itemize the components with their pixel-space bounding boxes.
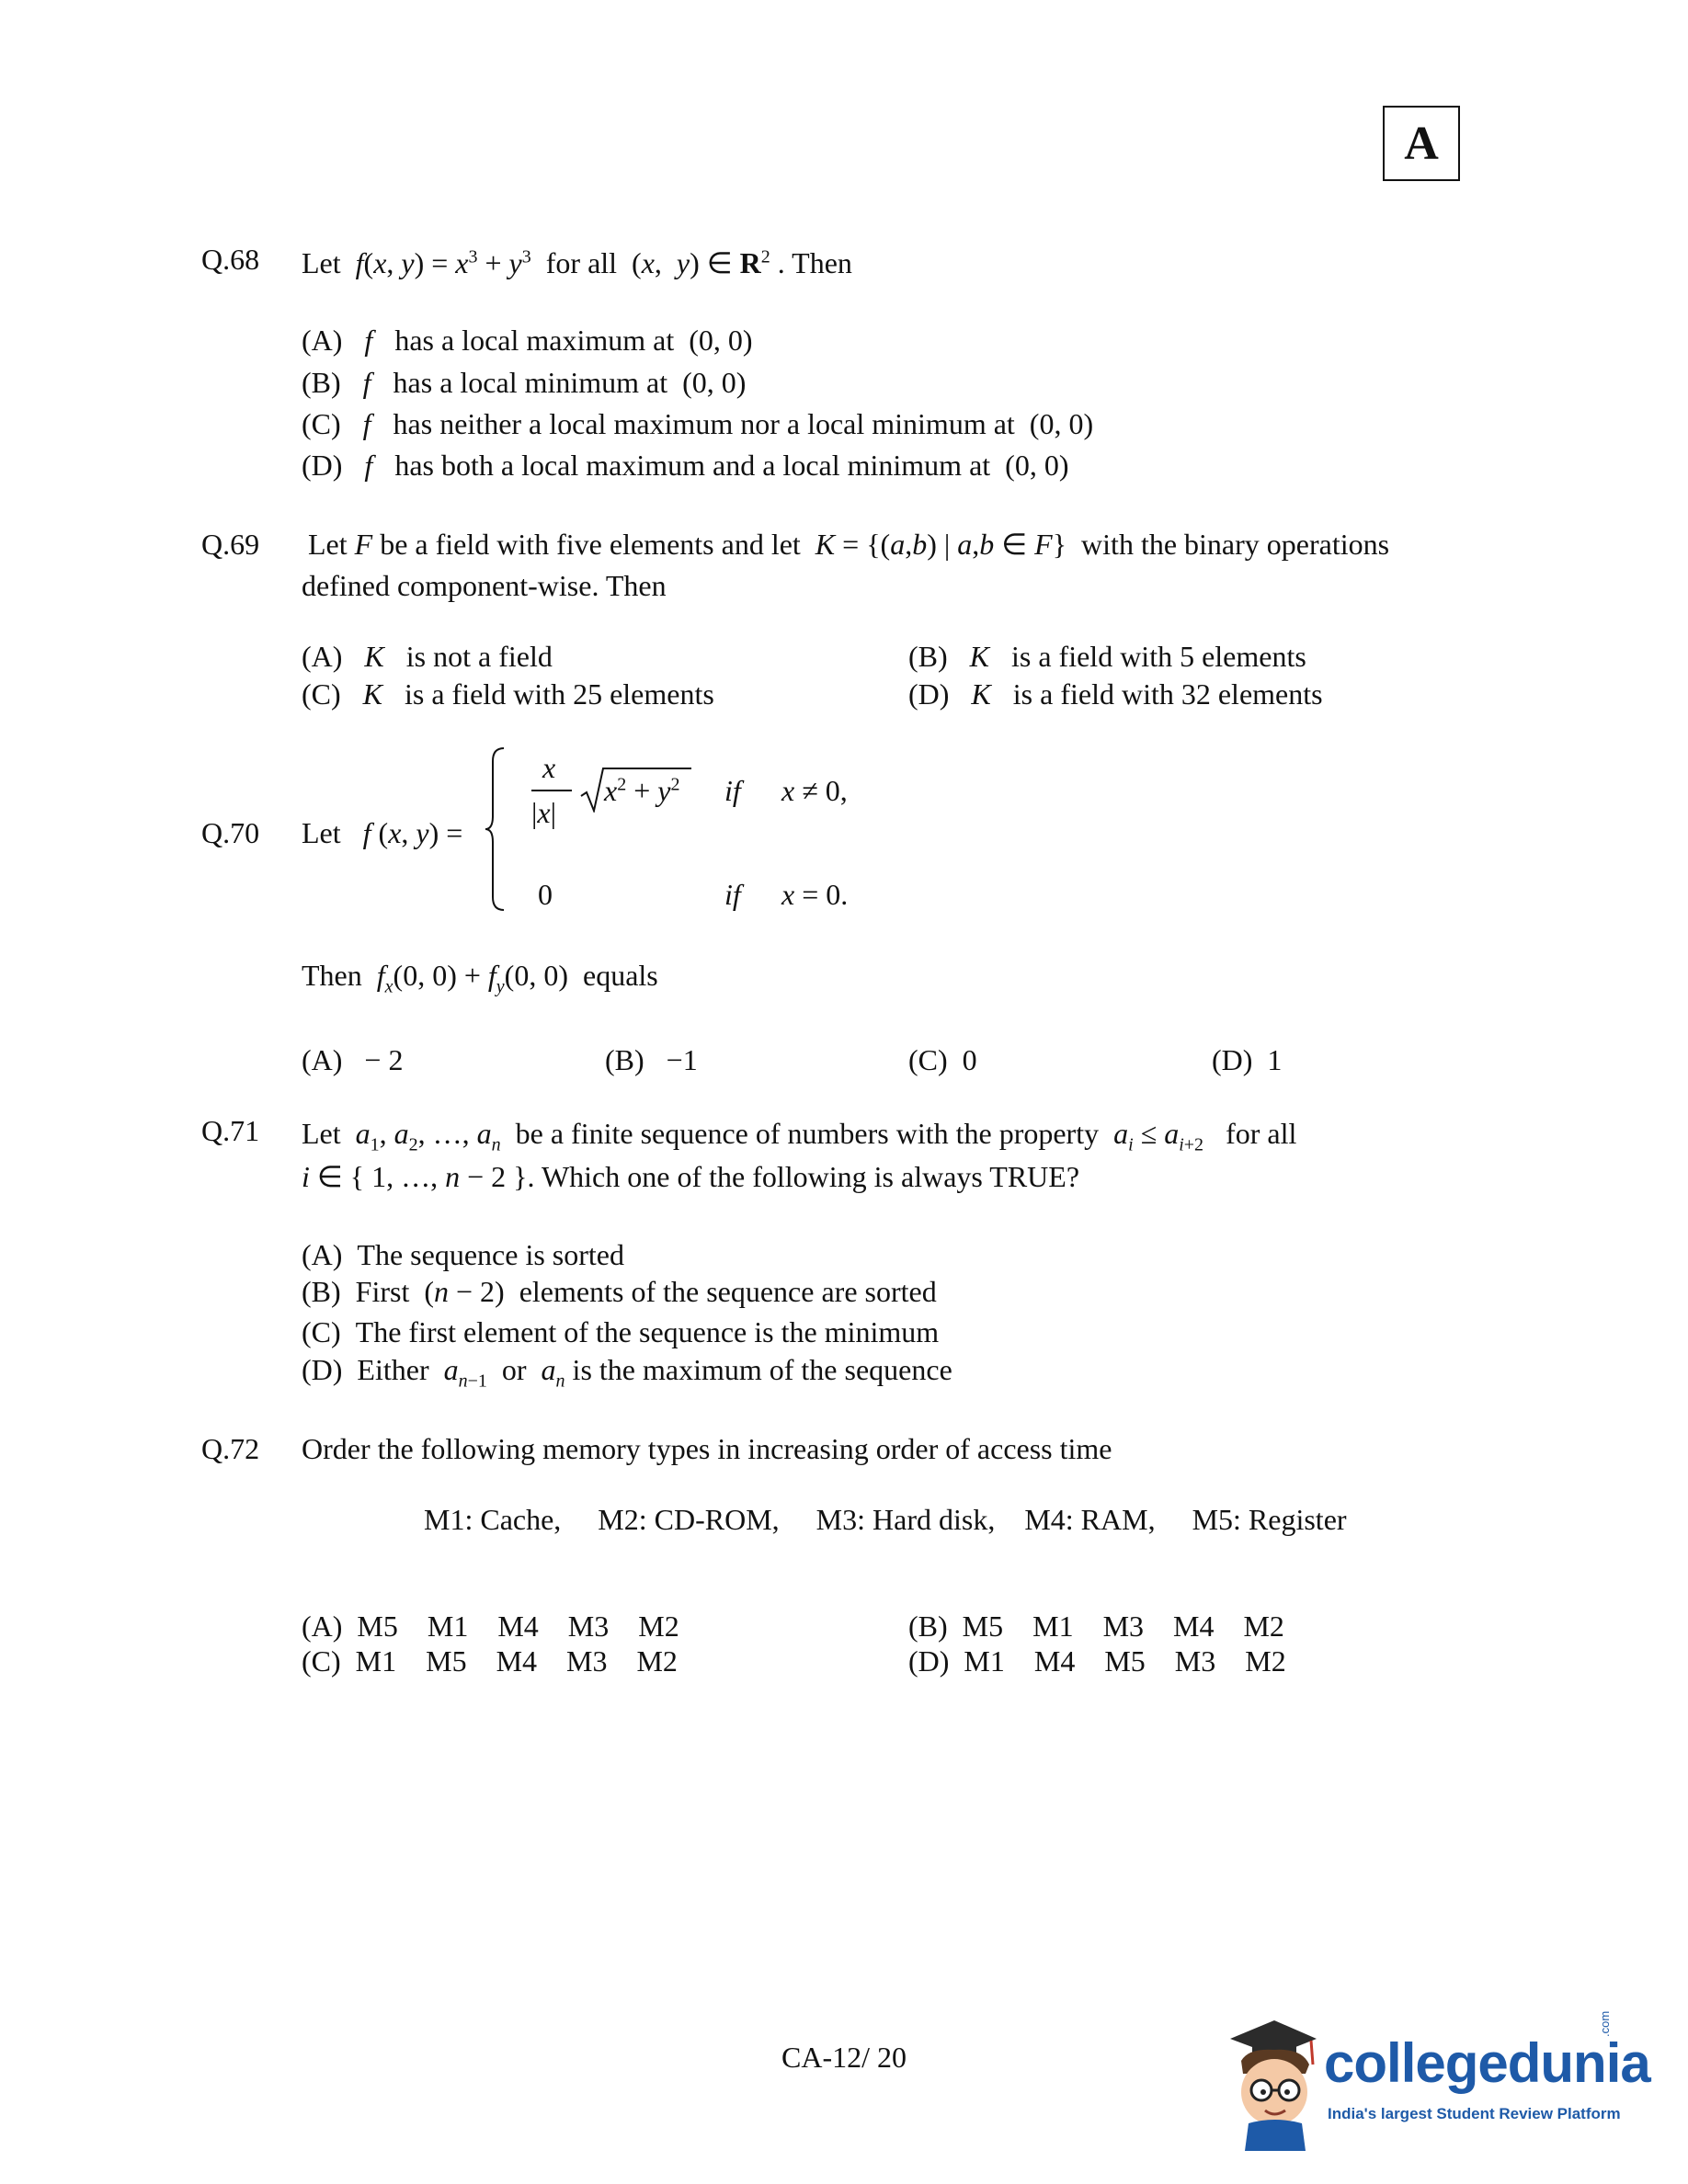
question-stem: Let f(x, $y) = x^3 + y^3$ for all (x, y) ∈ $R^2$ . Then bbox=[302, 246, 852, 279]
case-condition-if: if bbox=[724, 774, 741, 807]
option-d: (D) M1 M4 M5 M3 M2 bbox=[908, 1644, 1286, 1678]
option-a: (A) − 2 bbox=[302, 1043, 404, 1076]
option-a: (A) K is not a field bbox=[302, 640, 553, 673]
question-number: Q.68 bbox=[201, 243, 260, 276]
option-a: (A) M5 M1 M4 M3 M2 bbox=[302, 1610, 679, 1643]
sqrt-radicand: $x^2 + y^2$ bbox=[604, 774, 680, 807]
question-stem: Order the following memory types in increasing order of access time bbox=[302, 1432, 1112, 1465]
question-stem-line2: defined component-wise. Then bbox=[302, 569, 667, 602]
option-b: (B) K is a field with 5 elements bbox=[908, 640, 1306, 673]
case-value-zero: 0 bbox=[538, 878, 553, 911]
brand-name: collegedunia bbox=[1324, 2032, 1650, 2094]
question-stem-line1: Let $a_1$, $a_2$, …, $a_n$ be a finite sequence of numbers with the property $a_i \le a_{i+2}$ for all bbox=[302, 1117, 1297, 1155]
question-stem-line1: Let F be a field with five elements and let K = {(a,b) | a,b ∈ F} with the binary operations bbox=[308, 528, 1390, 561]
case-condition-if: if bbox=[724, 878, 741, 911]
page-number: CA-12/ 20 bbox=[781, 2041, 907, 2074]
option-a: (A) f has a local maximum at (0, 0) bbox=[302, 324, 753, 357]
option-d: (D) Either $a_{n-1}$ or $a_n$ is the maximum of the sequence bbox=[302, 1353, 952, 1392]
option-b: (B) −1 bbox=[605, 1043, 698, 1076]
set-label-box bbox=[1383, 106, 1460, 181]
option-d: (D) K is a field with 32 elements bbox=[908, 677, 1323, 711]
mascot-logo-icon bbox=[1221, 2013, 1322, 2151]
question-stem: Then $f_x(0$, $0) + f_y(0$, 0) equals bbox=[302, 959, 658, 997]
option-b: (B) M5 M1 M3 M4 M2 bbox=[908, 1610, 1284, 1643]
set-label: A bbox=[1404, 117, 1439, 170]
option-c: (C) K is a field with 25 elements bbox=[302, 677, 714, 711]
question-stem-line2: i ∈ { 1, …, n − 2 }. Which one of the following is always TRUE? bbox=[302, 1160, 1080, 1193]
case-condition: x ≠ 0, bbox=[781, 774, 848, 807]
function-definition-lhs: Let f (x, y) = bbox=[302, 816, 463, 849]
option-b: (B) f has a local minimum at (0, 0) bbox=[302, 366, 747, 399]
memory-list: M1: Cache, M2: CD-ROM, M3: Hard disk, M4: RAM, M5: Register bbox=[424, 1503, 1347, 1536]
option-a: (A) The sequence is sorted bbox=[302, 1238, 624, 1271]
fraction-bar bbox=[531, 790, 572, 791]
question-number: Q.69 bbox=[201, 528, 260, 561]
question-number: Q.72 bbox=[201, 1432, 260, 1465]
case-condition: x = 0. bbox=[781, 878, 849, 911]
option-c: (C) f has neither a local maximum nor a local minimum at (0, 0) bbox=[302, 407, 1094, 440]
option-c: (C) M1 M5 M4 M3 M2 bbox=[302, 1644, 678, 1678]
question-number: Q.70 bbox=[201, 816, 260, 849]
option-c: (C) The first element of the sequence is the minimum bbox=[302, 1315, 940, 1348]
brand-tagline: India's largest Student Review Platform bbox=[1328, 2105, 1621, 2122]
option-d: (D) f has both a local maximum and a local minimum at (0, 0) bbox=[302, 449, 1069, 482]
question-number: Q.71 bbox=[201, 1114, 260, 1147]
option-d: (D) 1 bbox=[1212, 1043, 1283, 1076]
fraction-denominator: |x| bbox=[531, 796, 557, 829]
fraction-numerator: x bbox=[542, 751, 556, 784]
left-brace-icon bbox=[485, 746, 508, 912]
option-b: (B) First (n − 2) elements of the sequence are sorted bbox=[302, 1275, 937, 1308]
brand-domain: .com bbox=[1598, 2010, 1612, 2037]
option-c: (C) 0 bbox=[908, 1043, 977, 1076]
